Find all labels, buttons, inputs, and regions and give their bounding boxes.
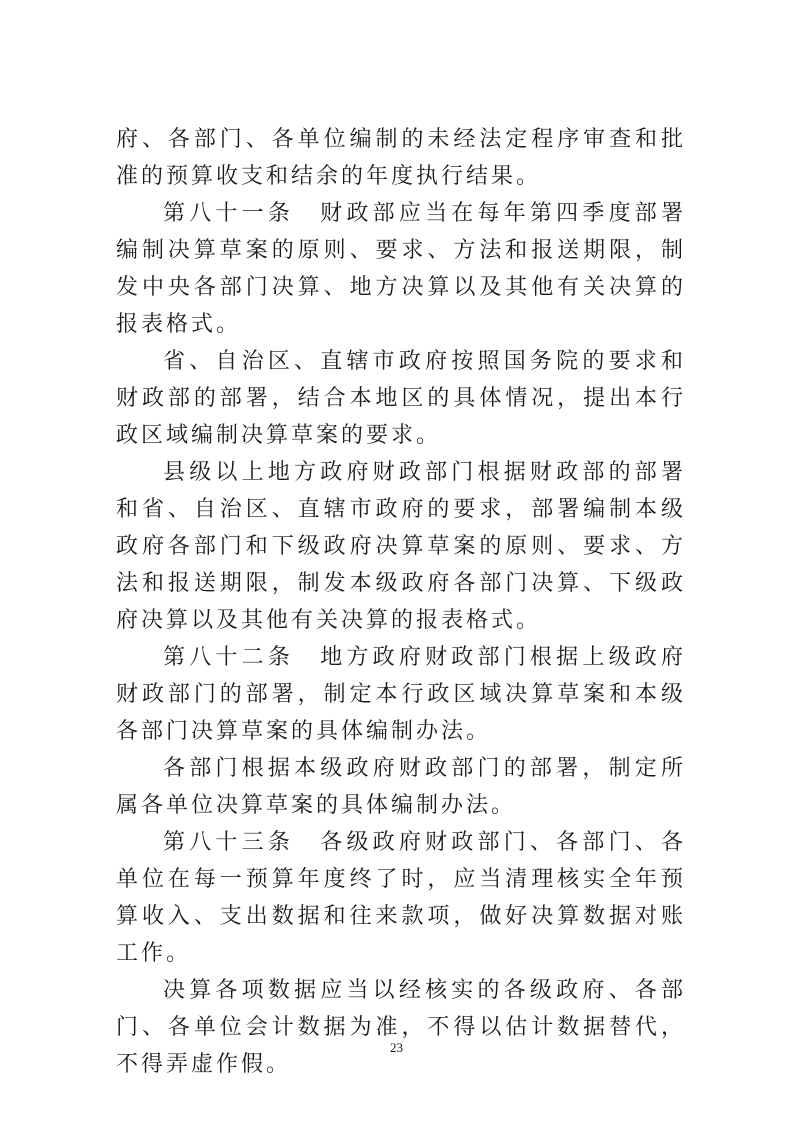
paragraph-data-accuracy: 决算各项数据应当以经核实的各级政府、各部门、各单位会计数据为准，不得以估计数据替代，不得弄虚作假。: [116, 978, 686, 1077]
paragraph-departments: 各部门根据本级政府财政部门的部署，制定所属各单位决算草案的具体编制办法。: [116, 756, 686, 818]
paragraph-article-83: 第八十三条 各级政府财政部门、各部门、各单位在每一预算年度终了时，应当清理核实全年预算收入、支出数据和往来款项，做好决算数据对账工作。: [116, 830, 686, 966]
paragraph-article-81: 第八十一条 财政部应当在每年第四季度部署编制决算草案的原则、要求、方法和报送期限，制发中央各部门决算、地方决算以及其他有关决算的报表格式。: [116, 201, 686, 337]
paragraph-article-82: 第八十二条 地方政府财政部门根据上级政府财政部门的部署，制定本行政区域决算草案和本级各部门决算草案的具体编制办法。: [116, 645, 686, 744]
page-number: 23: [390, 1040, 403, 1055]
paragraph-provincial: 省、自治区、直辖市政府按照国务院的要求和财政部的部署，结合本地区的具体情况，提出本行政区域编制决算草案的要求。: [116, 349, 686, 448]
body-text: [116, 121, 686, 1083]
paragraph-continuation: 府、各部门、各单位编制的未经法定程序审查和批准的预算收支和结余的年度执行结果。: [116, 127, 686, 189]
paragraph-county-level: 县级以上地方政府财政部门根据财政部的部署和省、自治区、直辖市政府的要求，部署编制本级政府各部门和下级政府决算草案的原则、要求、方法和报送期限，制发本级政府各部门决算、下级政府决算以及其他有关决算的报表格式。: [116, 460, 686, 633]
